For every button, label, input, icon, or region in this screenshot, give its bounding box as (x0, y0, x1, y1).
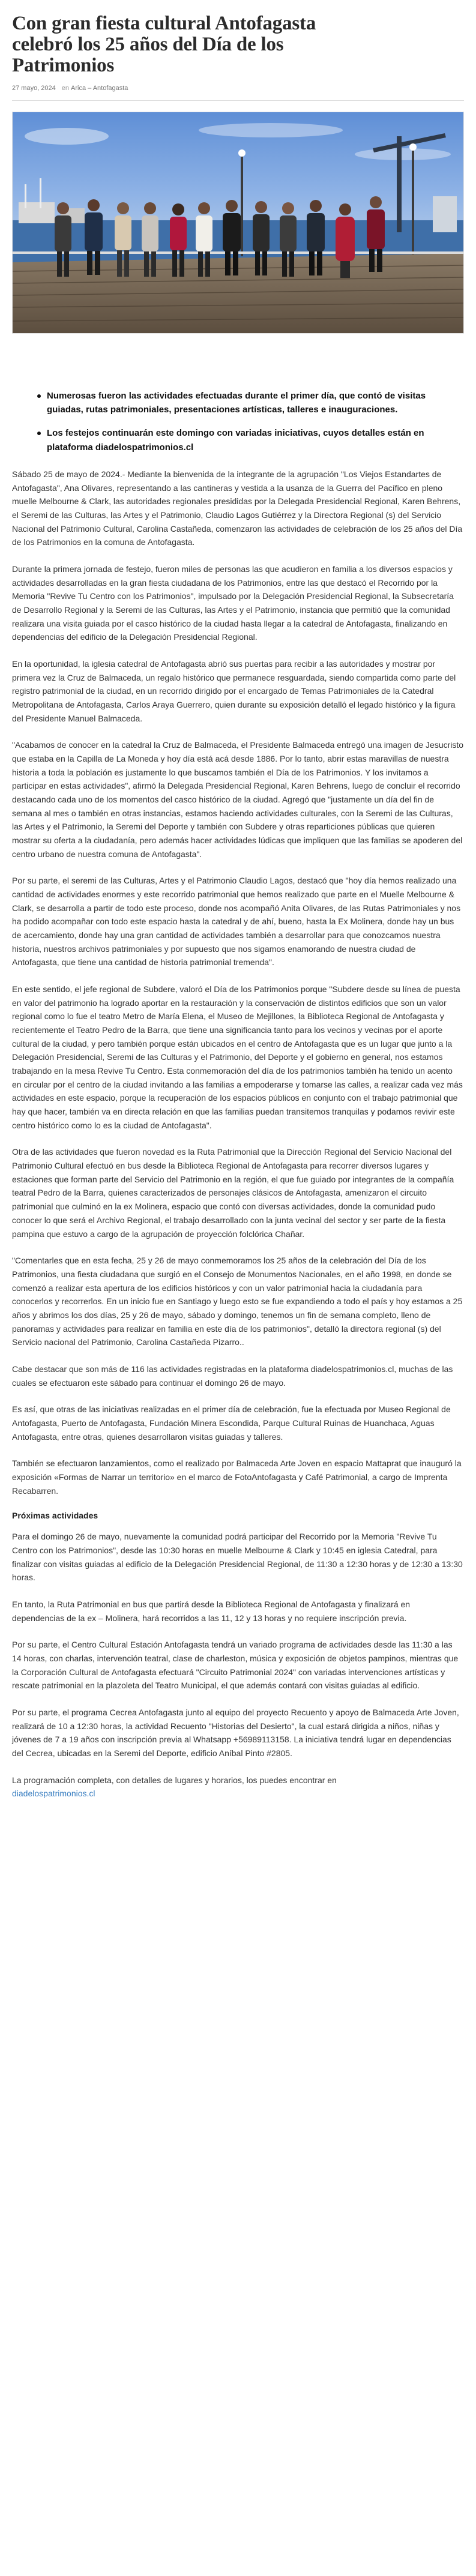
featured-photo (12, 112, 464, 334)
body-paragraph: "Acabamos de conocer en la catedral la Cruz de Balmaceda, el Presidente Balmaceda entregó una imagen de Jesucristo que estaba en la Capilla de La Moneda y hoy día está acá desde 1886. Por lo tanto, abrir estas maravillas de nuestra historia a toda la población es justamente lo que buscamos también el Día de los Patrimonios. Y los invitamos a participar en estas actividades", afirmó la Delegada Presidencial Regional, Karen Behrens, luego de concluir el recorrido destacando cada uno de los momentos del casco histórico de la ciudad. Agregó que "justamente un día del fin de semana al mes o también en otras instancias, estamos haciendo actividades culturales, con la Seremi de las Culturas, las Artes y el Patrimonio, la Seremi del Deporte y también con Subdere y otras reparticiones públicas que quieren mostrar su oferta a la ciudadanía, pero además hacer actividades lúdicas que impliquen que las familias se apoderen del centro urbano de nuestra comuna de Antofagasta". (12, 740, 464, 859)
title-divider (12, 100, 464, 101)
body-paragraph: Es así, que otras de las iniciativas realizadas en el primer día de celebración, fue la efectuada por Museo Regional de Antofagasta, Puerto de Antofagasta, Fundación Minera Escondida, Parque Cultural Ruinas de Huanchaca, Aguas Antofagasta, entre otras, quienes desarrollaron visitas guiadas y talleres. (12, 1404, 451, 1442)
highlights-list (37, 389, 464, 454)
body-paragraph: Cabe destacar que son más de 116 las actividades registradas en la plataforma diadelospatrimonios.cl, muchas de las cuales se efectuaron este sábado para continuar el domingo 26 de mayo. (12, 1364, 453, 1388)
patrimonios-link[interactable]: diadelospatrimonios.cl (12, 1789, 95, 1799)
body-paragraph: Por su parte, el Centro Cultural Estación Antofagasta tendrá un variado programa de actividades desde las 11:30 a las 14 horas, con charlas, intervención teatral, clase de charleston, música y exposición de objetos pampinos, mientras que la Corporación Cultural de Antofagasta efectuará "Circuito Patrimonial 2024" con variadas intervenciones artísticas y rescate patrimonial en la plazoleta del Teatro Municipal, el que además contará con visitas guiadas al edificio. (12, 1640, 459, 1691)
highlight-item: Los festejos continuarán este domingo con variadas iniciativas, cuyos detalles están en plataforma diadelospatrimonios.cl (37, 426, 440, 454)
article-category-link[interactable]: Arica – Antofagasta (71, 84, 128, 92)
body-paragraph: "Comentarles que en esta fecha, 25 y 26 de mayo conmemoramos los 25 años de la celebración del Día de los Patrimonios, una fiesta ciudadana que surgió en el Consejo de Monumentos Nacionales, en el año 1998, en donde se comenzó a realizar esta apertura de los edificios históricos y con un valor patrimonial hacia la ciudadanía para conocerlos y recorrerlos. En un inicio fue en Santiago y luego esto se fue expandiendo a todo el país y hoy estamos a 25 años y abrimos los dos días, 25 y 26 de mayo, sábado y domingo, tenemos un fin de semana completo, lleno de panoramas y actividades para realizar en familia en este día de los patrimonios", detalló la directora regional (s) del Servicio nacional del Patrimonio, Carolina Castañeda Pizarro.. (12, 1256, 463, 1347)
body-paragraph: En este sentido, el jefe regional de Subdere, valoró el Día de los Patrimonios porque "Subdere desde su línea de puesta en valor del patrimonio ha logrado aportar en la restauración y la conservación de distintos edificios que son un valor regional como lo fue el teatro Metro de María Elena, el Museo de Mejillones, la Biblioteca Regional de Antofagasta y recientemente el Teatro Pedro de la Barra, que tiene una significancia tanto para los vecinos y vecinas por el aporte cultural de la ciudad, y pero también porque están ubicados en el centro de Antofagasta que es un lugar que junto a la Delegación Presidencial, Seremi de las Culturas y el Patrimonio, del Deporte y el gobierno en general, nos estamos trabajando en la mesa Revive Tu Centro. Esta conmemoración del día de los patrimonios también ha tenido un acento en circular por el centro de la ciudad invitando a las familias a empoderarse y tomarse las calles, a realizar cada vez más actividades en este espacio, porque la recuperación de los espacios públicos en conjunto con el trabajo patrimonial que hay que hacer, también va en directa relación en que las familias puedan transitemos tranquilas y podamos revivir este centro histórico como lo es la ciudad de Antofagasta". (12, 984, 463, 1130)
body-paragraph: Otra de las actividades que fueron novedad es la Ruta Patrimonial que la Dirección Regional del Servicio Nacional del Patrimonio Cultural efectuó en bus desde la Biblioteca Regional de Antofagasta para recorrer diversos lugares y estaciones que forman parte del Servicio del Patrimonio en la región, el que fue guiado por integrantes de la compañía teatral Pedro de la Barra, quienes caracterizados de personajes clásicos de Antofagasta, amenizaron el circuito patrimonial que culminó en la ex Molinera, espacio que contó con diversas actividades, donde la comunidad pudo conocer lo que será el Archivo Regional, el trabajo desarrollado con la junta vecinal del sector y ser parte de la fiesta pampina que estuvo a cargo de la agrupación de proyección folclórica Chañar. (12, 1147, 454, 1239)
body-paragraph: Durante la primera jornada de festejo, fueron miles de personas las que acudieron en familia a los diversos espacios y actividades desarrolladas en la gran fiesta ciudadana de los Patrimonios, entre las que destacó el Recorrido por la Memoria "Revive Tu Centro con los Patrimonios", impulsado por la Delegación Presidencial Regional, la Subsecretaría de Desarrollo Regional y la Seremi de las Culturas, las Artes y el Patrimonio, instancia que permitió que la comunidad realizara una visita guiada por el casco histórico de la ciudad hasta llegar a la catedral de Antofagasta, finalizando en dependencias del edificio de la Delegación Presidencial Regional. (12, 564, 454, 642)
article-date[interactable]: 27 mayo, 2024 (12, 84, 56, 92)
article-title: Con gran fiesta cultural Antofagasta celebró los 25 años del Día de los Patrimonios (12, 13, 316, 76)
body-paragraph: En tanto, la Ruta Patrimonial en bus que partirá desde la Biblioteca Regional de Antofagasta y finalizará en dependencias de la ex – Molinera, hará recorridos a las 11, 12 y 13 horas y no requiere inscripción previa. (12, 1599, 411, 1623)
closing-paragraph (12, 1774, 464, 1801)
closing-text: La programación completa, con detalles de lugares y horarios, los puedes encontrar en (12, 1775, 337, 1785)
meta-in-label: en (61, 84, 70, 92)
section-heading: Próximas actividades (12, 1511, 98, 1521)
body-paragraph: Sábado 25 de mayo de 2024.- Mediante la bienvenida de la integrante de la agrupación "Los Viejos Estandartes de Antofagasta", Ana Olivares, representando a las cantineras y vestida a la usanza de la Guerra del Pacífico en pleno muelle Melbourne & Clark, las autoridades regionales presididas por la Delegada Presidencial Regional, Karen Behrens, el Seremi de las Culturas, las Artes y el Patrimonio, Claudio Lagos Gutiérrez y la Directora Regional (s) del Servicio Nacional del Patrimonio Cultural, Carolina Castañeda, comenzaron las actividades de celebración de los 25 años del Día de los Patrimonios en la comuna de Antofagasta. (12, 469, 463, 547)
article-meta (12, 85, 464, 92)
body-paragraph: Por su parte, el seremi de las Culturas, Artes y el Patrimonio Claudio Lagos, destacó que "hoy día hemos realizado una cantidad de actividades enormes y este recorrido patrimonial que hemos realizado que parte en el Muelle Melbourne & Clark, se desarrolla a partir de todo este proceso, donde nos acompañó Anita Olivares, de las Rutas Patrimoniales y nos ha podido acompañar con todo este espacio hasta la catedral y de ahí, bueno, hasta la Ex Molinera, donde hay un bus de acercamiento, donde hay una gran cantidad de actividades también a desarrollar para que conozcamos nuestra historia, nuestros archivos patrimoniales y por supuesto que nos sigamos enamorando de nuestra ciudad de Antofagasta, que tiene una cantidad de historia patrimonial tremenda". (12, 876, 461, 968)
body-paragraph: Para el domingo 26 de mayo, nuevamente la comunidad podrá participar del Recorrido por la Memoria "Revive Tu Centro con los Patrimonios", desde las 10:30 horas en muelle Melbourne & Clark y 10:45 en iglesia Catedral, para finalizar con visitas guiadas al edificio de la Delegación Presidencial Regional, de 11:30 a 12:30 horas y de 12:30 a 13:30 horas. (12, 1532, 463, 1583)
body-paragraph: En la oportunidad, la iglesia catedral de Antofagasta abrió sus puertas para recibir a las autoridades y mostrar por primera vez la Cruz de Balmaceda, un regalo histórico que permanece resguardada, siendo compartida como parte del registro patrimonial de la ciudad, en un recorrido dirigido por el encargado de Temas Patrimoniales de la Catedral Metropolitana de Antofagasta, Carlos Araya Guerrero, quien durante su exposición detalló el legado histórico y la figura del Presidente Manuel Balmaceda. (12, 658, 456, 723)
group-photo-on-pier-icon (13, 112, 464, 334)
body-paragraph: Por su parte, el programa Cecrea Antofagasta junto al equipo del proyecto Recuento y apoyo de Balmaceda Arte Joven, realizará de 10 a 12:30 horas, la actividad Recuento "Historias del Desierto", la cual estará dirigida a niños, niñas y jóvenes de 7 a 19 años con inscripción previa al Whatsapp +56989113158. La iniciativa tendrá lugar en dependencias del Cecrea, ubicadas en la Seremi del Deporte, edificio Aníbal Pinto #2805. (12, 1707, 459, 1758)
article-body (12, 468, 464, 1801)
highlight-item: Numerosas fueron las actividades efectuadas durante el primer día, que contó de visitas guiadas, rutas patrimoniales, presentaciones artísticas, talleres e inauguraciones. (37, 389, 440, 417)
body-paragraph: También se efectuaron lanzamientos, como el realizado por Balmaceda Arte Joven en espacio Mattaprat que inauguró la exposición «Formas de Narrar un territorio» en el marco de FotoAntofagasta y Café Patrimonial, a cargo de Imprenta Recabarren. (12, 1458, 462, 1496)
